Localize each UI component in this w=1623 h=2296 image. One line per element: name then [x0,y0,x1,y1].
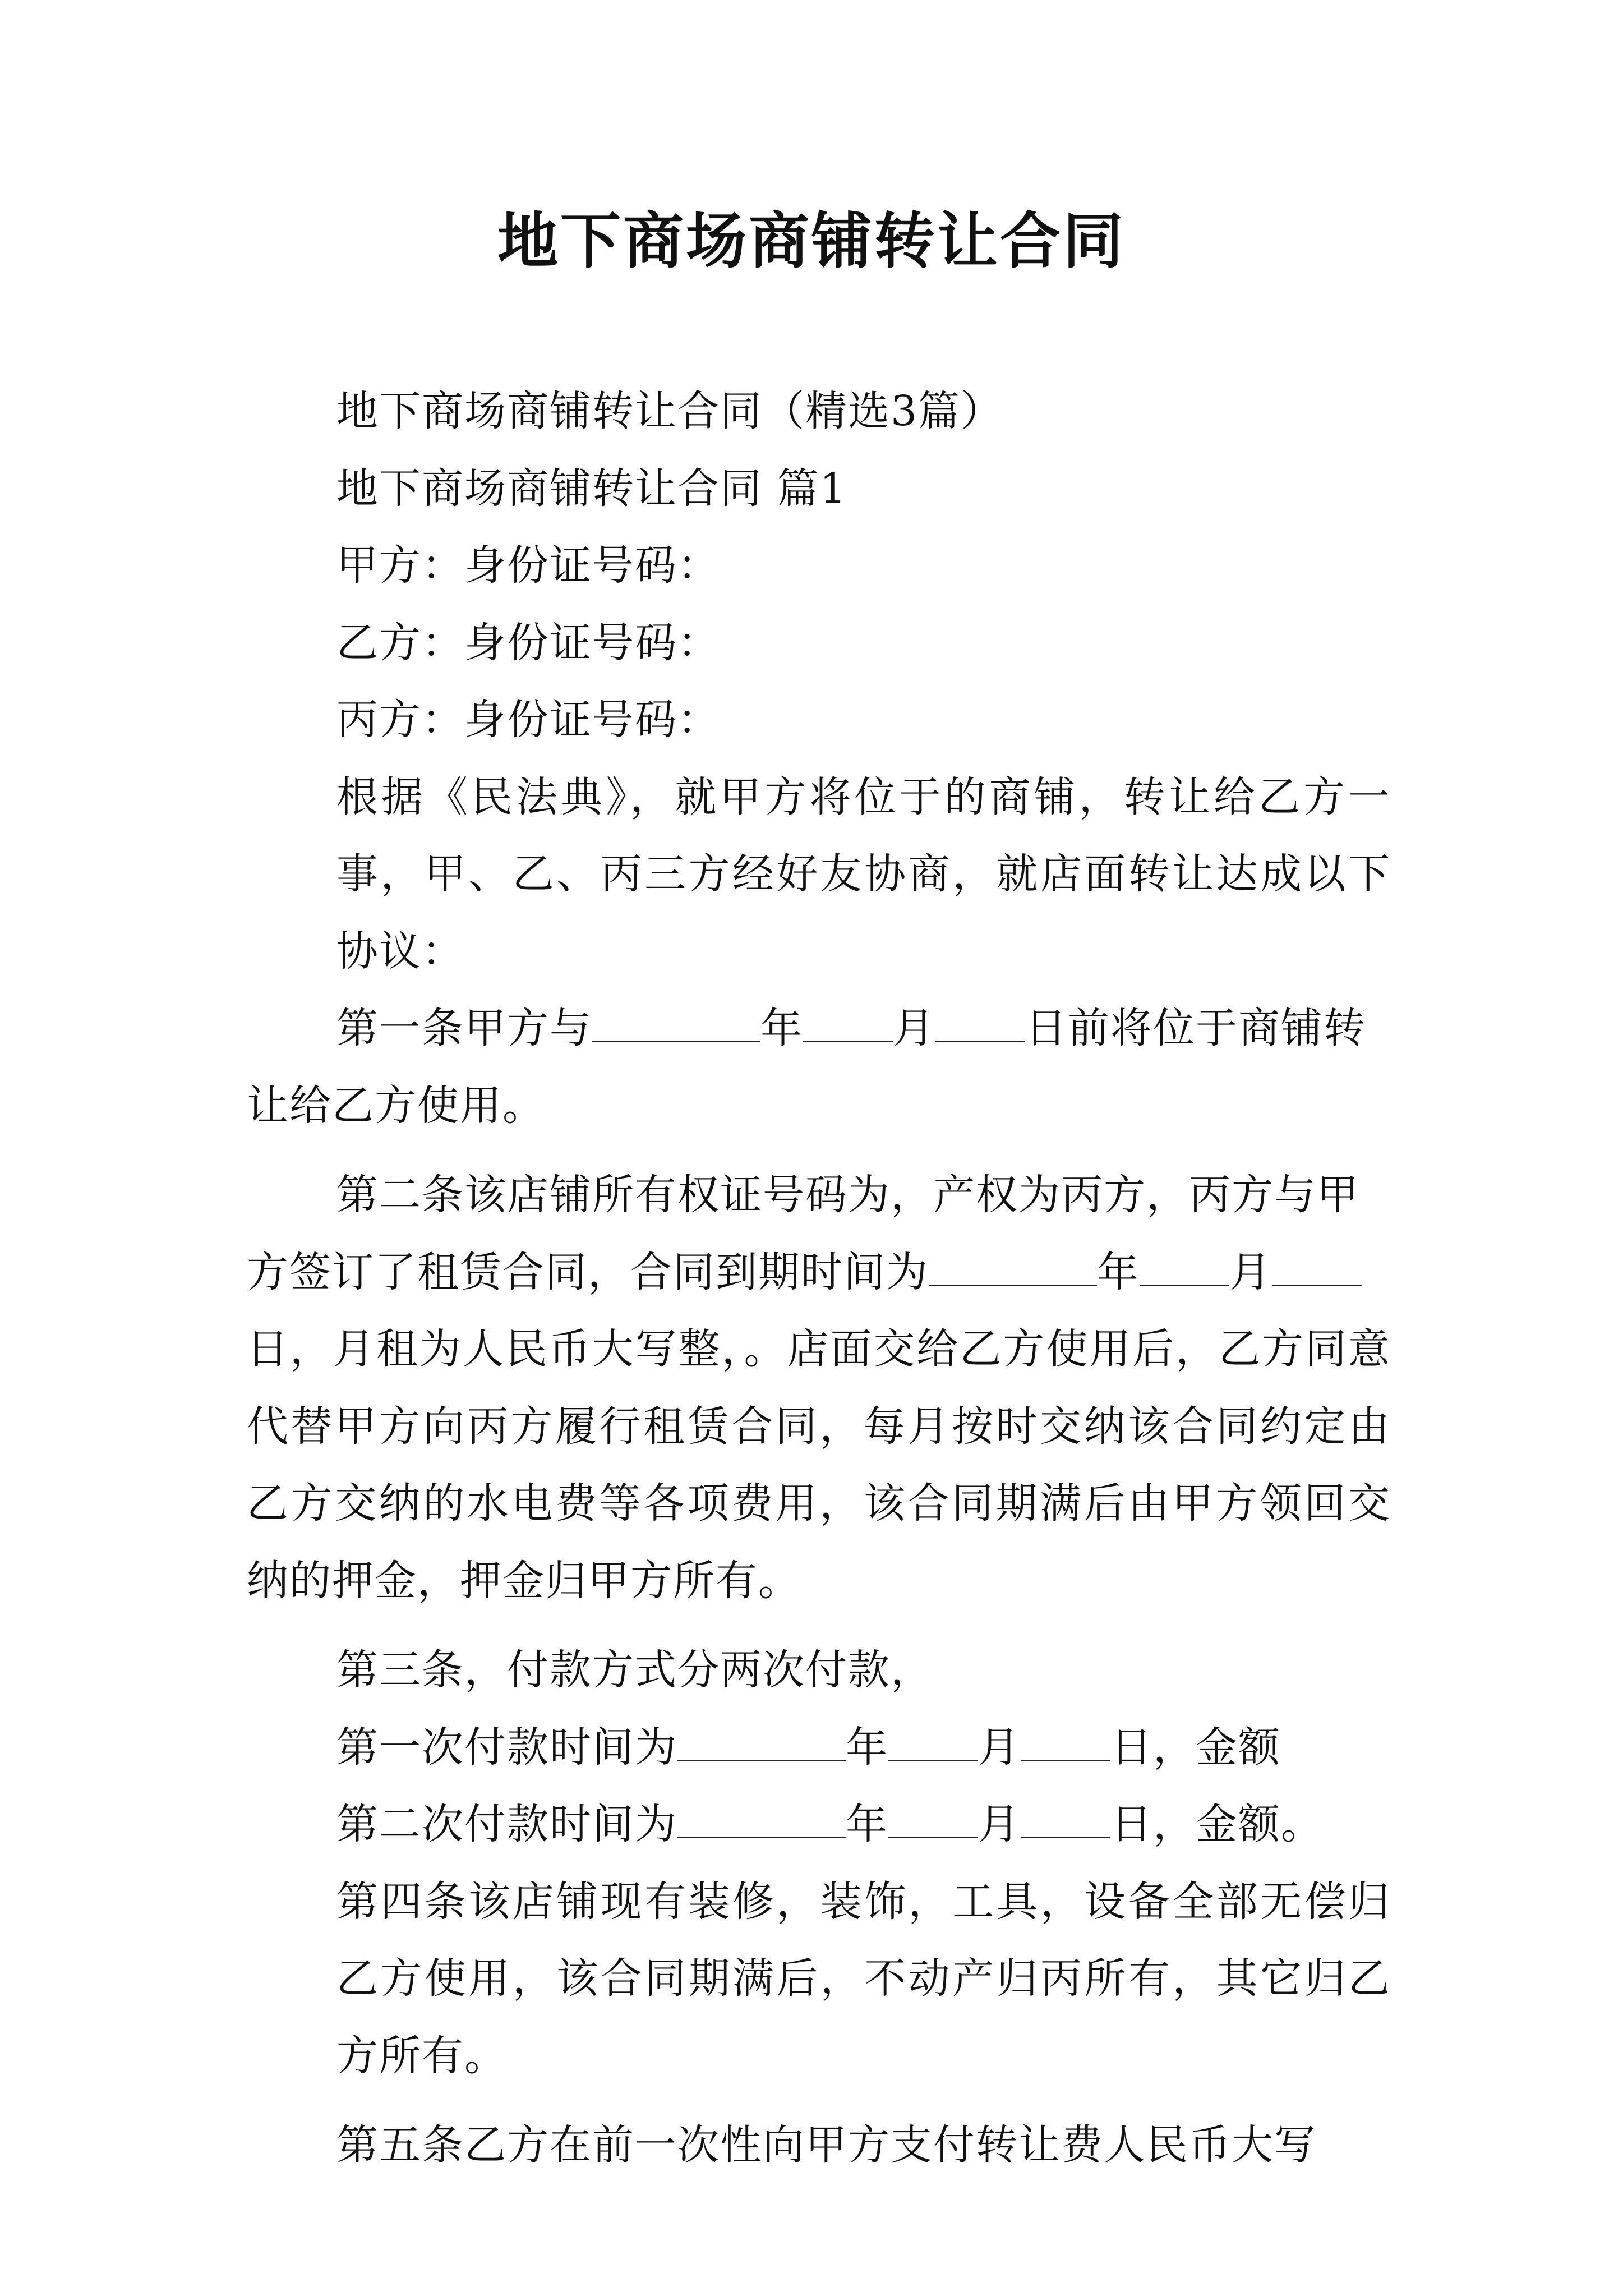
payment-2 [247,1786,1391,1864]
blank-month [888,1802,978,1838]
article-5: 第五条乙方在前一次性向甲方支付转让费人民币大写 [336,2121,1317,2169]
blank-day [1021,1725,1110,1761]
party-c-line: 丙方：身份证号码： [336,696,720,744]
article-2-body: 日，月租为人民币大写整，。店面交给乙方使用后，乙方同意代替甲方向丙方履行租赁合同，每月按时交纳该合同约定由乙方交纳的水电费等各项费用，该合同期满后由甲方领回交纳的押金，押金归甲方所有。 [247,1325,1391,1605]
month-label: 月 [978,1723,1021,1772]
document-body [247,373,1391,2184]
article-2-line-1: 第二条该店铺所有权证号码为，产权为丙方，丙方与甲 [336,1171,1359,1219]
subtitle: 地下商场商铺转让合同（精选3篇） [336,387,1004,435]
document-title: 地下商场商铺转让合同 [497,206,1126,277]
article-2-line-2 [247,1234,1391,1312]
blank-month [888,1725,978,1761]
year-label: 年 [846,1800,888,1848]
year-label: 年 [760,1004,803,1052]
year-label: 年 [846,1723,888,1772]
payment-2-amount: 日，金额。 [1110,1800,1324,1848]
month-label: 月 [1229,1248,1272,1296]
intro-paragraph: 根据《民法典》，就甲方将位于的商铺，转让给乙方一事，甲、乙、丙三方经好友协商，就店面转让达成以下协议： [336,772,1391,976]
blank-day [1272,1250,1362,1286]
party-a-line: 甲方：身份证号码： [336,541,720,590]
blank-month [803,1006,893,1042]
article-4: 第四条该店铺现有装修，装饰，工具，设备全部无偿归乙方使用，该合同期满后，不动产归丙所有，其它归乙方所有。 [336,1877,1391,2080]
payment-1 [247,1709,1391,1787]
blank-day [1021,1802,1110,1838]
blank-year [677,1725,846,1761]
payment-2-text: 第二次付款时间为 [336,1800,677,1848]
party-b-line: 乙方：身份证号码： [336,618,720,667]
blank-month [1140,1250,1229,1286]
blank-year [929,1250,1097,1286]
article-1-text: 第一条甲方与 [336,1004,592,1052]
payment-1-amount: 日，金额 [1110,1723,1281,1772]
article-2-text: 方签订了租赁合同，合同到期时间为 [247,1248,929,1296]
month-label: 月 [893,1004,935,1052]
blank-year [677,1802,846,1838]
blank-year [592,1006,760,1042]
article-1-text-cont: 日前将位于商铺转 [1025,1004,1366,1052]
blank-day [935,1006,1025,1042]
payment-1-text: 第一次付款时间为 [336,1723,677,1772]
article-1-line-1 [247,990,1391,1068]
article-1-line-2: 让给乙方使用。 [247,1081,545,1130]
month-label: 月 [978,1800,1021,1848]
year-label: 年 [1097,1248,1140,1296]
article-3: 第三条，付款方式分两次付款， [336,1646,933,1694]
section-heading: 地下商场商铺转让合同 篇1 [336,464,847,513]
